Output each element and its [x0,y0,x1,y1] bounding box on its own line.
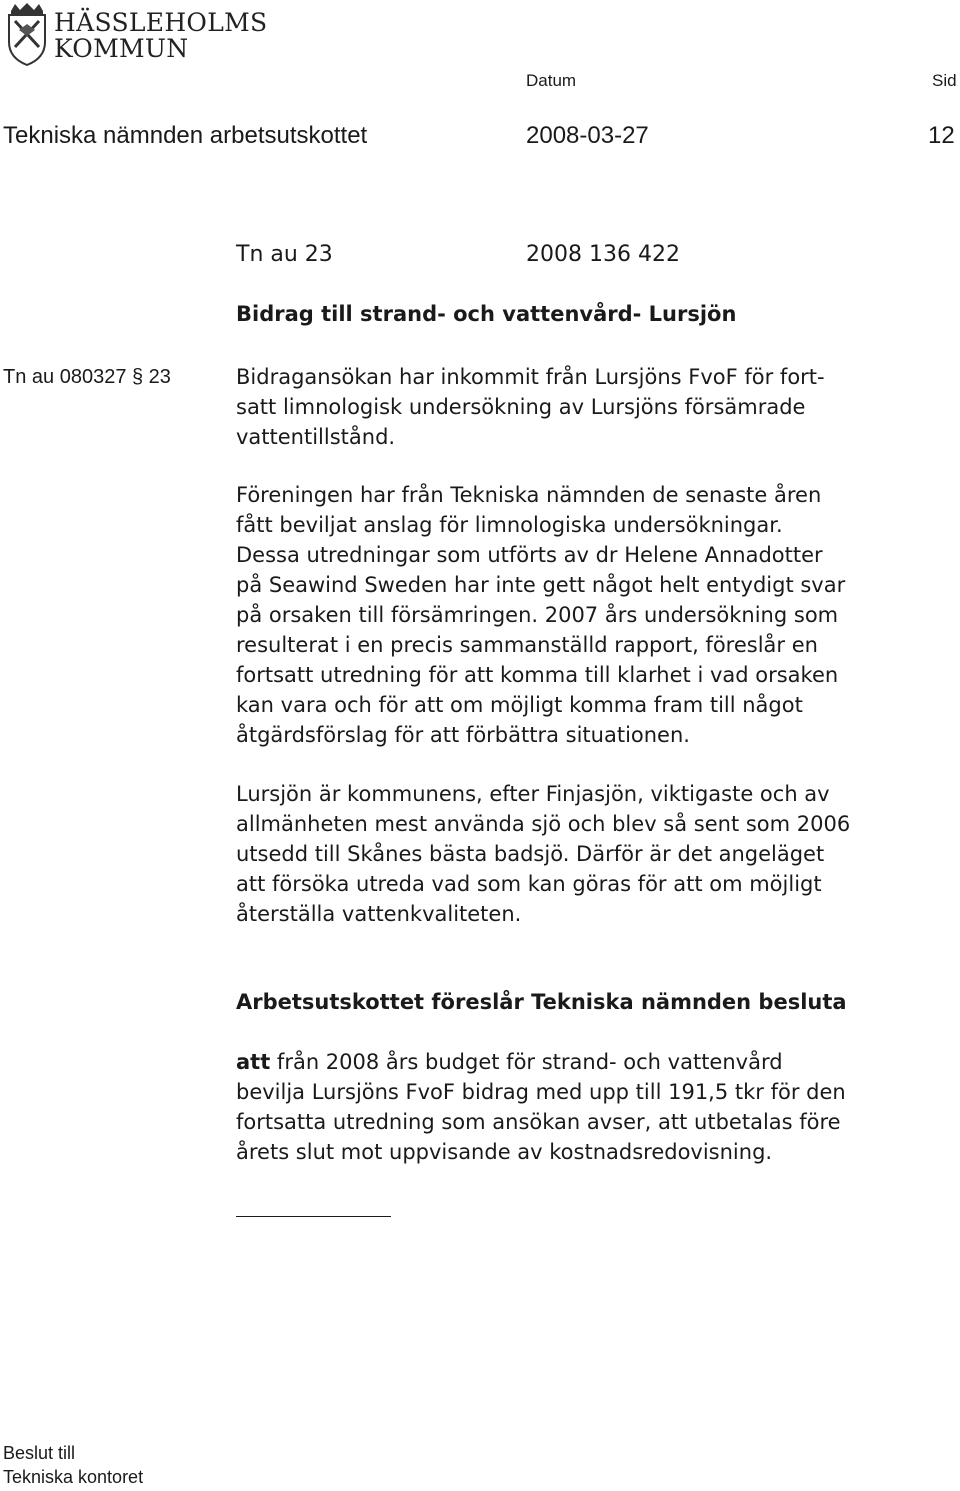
footer-line: Beslut till [3,1443,76,1463]
logo-text-line2: KOMMUN [54,34,189,63]
page-label: Sid [932,71,957,90]
logo-text-line1: HÄSSLEHOLMS [54,8,268,37]
att-keyword: att [236,1050,271,1074]
proposal-line: bevilja Lursjöns FvoF bidrag med upp till 191,5 tkr för den [236,1080,846,1104]
proposal-line-rest: från 2008 års budget för strand- och vattenvård [270,1050,783,1074]
case-number: Tn au 23 [236,242,333,267]
paragraph-line: allmänheten mest använda sjö och blev så sent som 2006 [236,812,851,836]
paragraph-line: återställa vattenkvaliteten. [236,902,522,926]
paragraph-1 [236,362,958,452]
paragraph-line: Dessa utredningar som utförts av dr Helene Annadotter [236,543,823,567]
paragraph-line: fått beviljat anslag för limnologiska undersökningar. [236,513,783,537]
paragraph-line: åtgärdsförslag för att förbättra situationen. [236,723,690,747]
municipality-logo [3,2,268,66]
case-title: Bidrag till strand- och vattenvård- Lursjön [236,302,737,326]
paragraph-3 [236,779,958,929]
paragraph-line: satt limnologisk undersökning av Lursjöns försämrade [236,395,806,419]
margin-note: Tn au 080327 § 23 [3,366,171,388]
date-label: Datum [526,71,577,90]
proposal-line: årets slut mot uppvisande av kostnadsredovisning. [236,1140,773,1164]
proposal-text [236,1047,958,1167]
paragraph-line: på orsaken till försämringen. 2007 års undersökning som [236,603,839,627]
paragraph-line: Bidragansökan har inkommit från Lursjöns FvoF för fort- [236,365,825,389]
proposal-line [236,1047,958,1077]
paragraph-line: vattentillstånd. [236,425,396,449]
paragraph-line: Föreningen har från Tekniska nämnden de senaste åren [236,483,822,507]
meeting-date: 2008-03-27 [526,122,649,149]
paragraph-2 [236,480,958,750]
signature-line [236,1216,391,1217]
footer-distribution [3,1441,143,1489]
paragraph-line: på Seawind Sweden har inte gett något helt entydigt svar [236,573,846,597]
paragraph-line: utsedd till Skånes bästa badsjö. Därför är det angeläget [236,842,825,866]
paragraph-line: Lursjön är kommunens, efter Finjasjön, viktigaste och av [236,782,830,806]
paragraph-line: kan vara och för att om möjligt komma fram till något [236,693,803,717]
committee-name: Tekniska nämnden arbetsutskottet [3,122,368,149]
proposal-heading: Arbetsutskottet föreslår Tekniska nämnden besluta [236,990,847,1014]
coat-of-arms-icon [3,2,51,66]
footer-line: Tekniska kontoret [3,1467,144,1487]
paragraph-line: att försöka utreda vad som kan göras för att om möjligt [236,872,822,896]
page-number: 12 [928,122,955,149]
paragraph-line: fortsatt utredning för att komma till klarhet i vad orsaken [236,663,839,687]
proposal-line: fortsatta utredning som ansökan avser, att utbetalas före [236,1110,841,1134]
paragraph-line: resulterat i en precis sammanställd rapport, föreslår en [236,633,818,657]
diary-number: 2008 136 422 [526,242,680,267]
